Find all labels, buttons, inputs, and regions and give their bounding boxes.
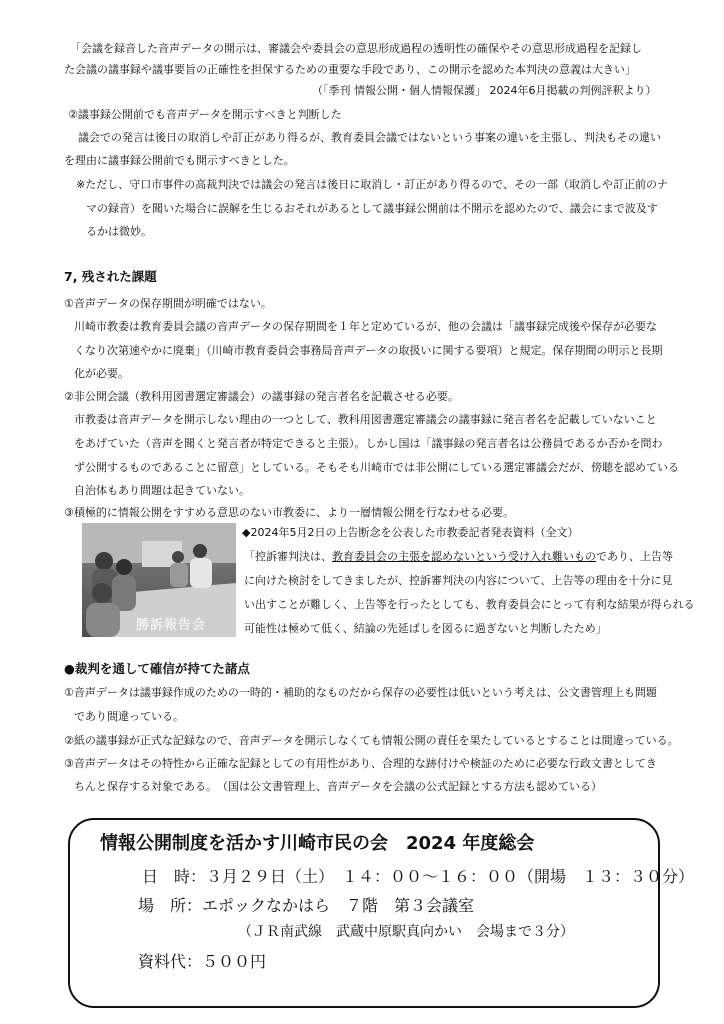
event-title: 情報公開制度を活かす川崎市民の会 2024 年度総会 [100, 833, 535, 854]
issue1-line-2: くなり次第速やかに廃棄」（川崎市教育委員会事務局音声データの取扱いに関する要項）と規定。保存期間の明示と長期 [74, 344, 663, 357]
point2-note-3: るかは微妙。 [86, 225, 152, 238]
conviction-point3-line-2: ちんと保存する対象である。 （国は公文書管理上、音声データを会議の公式記録とする方法も認めている） [74, 780, 602, 793]
intro-quote-line-1: 「会議を録音した音声データの開示は、審議会や委員会の意思形成過程の透明性の確保やその意思形成過程を記録し [70, 42, 642, 55]
press-l1-pre: 「控訴審判決は、 [244, 550, 332, 563]
issue1-line-1: 川崎市教委は教育委員会議の音声データの保存期間を１年と定めているが、他の会議は「議事録完成後や保存が必要な [74, 320, 657, 333]
conviction-point1-line-2: であり間違っている。 [74, 710, 184, 723]
point2-body-1: 議会での発言は後日の取消しや訂正があり得るが、教育委員会議ではないという事案の違いを主張し、判決もその違い [78, 131, 661, 144]
point2-note-2: マの録音）を聞いた場合に誤解を生じるおそれがあるとして議事録公開前は不開示を認めたので、議会にまで波及す [86, 202, 658, 215]
conviction-point1-line-1: ①音声データは議事録作成のための一時的・補助的なものだから保存の必要性は低いという考えは、公文書管理上も問題 [64, 686, 657, 699]
intro-quote-source: （「季刊 情報公開・個人情報保護」 2024年6月掲載の判例評釈より） [312, 84, 657, 97]
conviction-heading: ●裁判を通して確信が持てた諸点 [64, 661, 250, 676]
section7-heading: 7, 残された課題 [64, 269, 157, 284]
point2-body-2: を理由に議事録公開前でも開示すべきとした。 [64, 154, 295, 167]
event-access: （ＪＲ南武線 武蔵中原駅真向かい 会場まで３分） [238, 924, 574, 940]
photo-caption: 勝訴報告会 [136, 618, 207, 633]
press-release-line-2: に向けた検討をしてきましたが、控訴審判決の内容について、上告等の理由を十分に見 [244, 574, 673, 587]
report-meeting-photo [82, 523, 236, 637]
press-l1-post: であり、上告等 [596, 550, 673, 563]
issue2-title: ②非公開会議（教科用図書選定審議会）の議事録の発言者名を記載させる必要。 [64, 390, 459, 403]
conviction-point3-line-1: ③音声データはその特性から正確な記録としての有用性があり、合理的な跡付けや検証のために必要な行政文書としてき [64, 757, 657, 770]
event-fee: 資料代：５００円 [138, 952, 267, 971]
press-l1-underlined: 教育委員会の主張を認めないという受け入れ難いもの [332, 550, 596, 563]
issue2-line-1: 市教委は音声データを開示しない理由の一つとして、教科用図書選定審議会の議事録に発言者名を記載していないこと [74, 413, 657, 426]
intro-quote-line-2: た会議の議事録や議事要旨の正確性を担保するための重要な手段であり、この開示を認めた本判決の意義は大きい」 [64, 63, 636, 76]
issue3-title: ③積極的に情報公開をすすめる意思のない市教委に、より一層情報公開を行なわせる必要。 [64, 506, 514, 519]
issue1-title: ①音声データの保存期間が明確ではない。 [64, 297, 272, 310]
event-date: 日 時：３月２９日（土） １４：００～１６：００（開場 １３：３０分） [142, 867, 695, 886]
issue1-line-3: 化が必要。 [74, 367, 129, 380]
press-release-line-1 [244, 550, 673, 564]
general-meeting-box [68, 818, 695, 1008]
issue2-line-4: 自治体もあり問題は起きていない。 [74, 484, 250, 497]
issue2-line-3: ず公開するものであることに留意」としている。そもそも川崎市では非公開にしている選定審議会だが、傍聴を認めている [74, 461, 679, 474]
press-release-line-3: い出すことが難しく、上告等を行ったとしても、教育委員会にとって有利な結果が得られる [244, 598, 695, 611]
conviction-point2: ②紙の議事録が正式な記録なので、音声データを開示しなくても情報公開の責任を果たしているとすることは間違っている。 [64, 734, 679, 747]
event-place: 場 所：エポックなかはら ７階 第３会議室 [138, 896, 475, 915]
issue2-line-2: をあげていた（音声を聞くと発言者が特定できると主張）。しかし国は「議事録の発言者名は公務員であるか否かを問わ [74, 437, 663, 450]
point2-title: ②議事録公開前でも音声データを開示すべきと判断した [68, 108, 342, 121]
point2-note-1: ※ただし、守口市事件の高裁判決では議会の発言は後日に取消し・訂正があり得るので、その一部（取消しや訂正前のナ [76, 178, 668, 191]
press-release-line-4: 可能性は極めて低く、結論の先延ばしを図るに過ぎないと判断したため」 [244, 622, 607, 635]
press-release-title: ◆2024年5月2日の上告断念を公表した市教委記者発表資料（全文） [242, 526, 579, 539]
